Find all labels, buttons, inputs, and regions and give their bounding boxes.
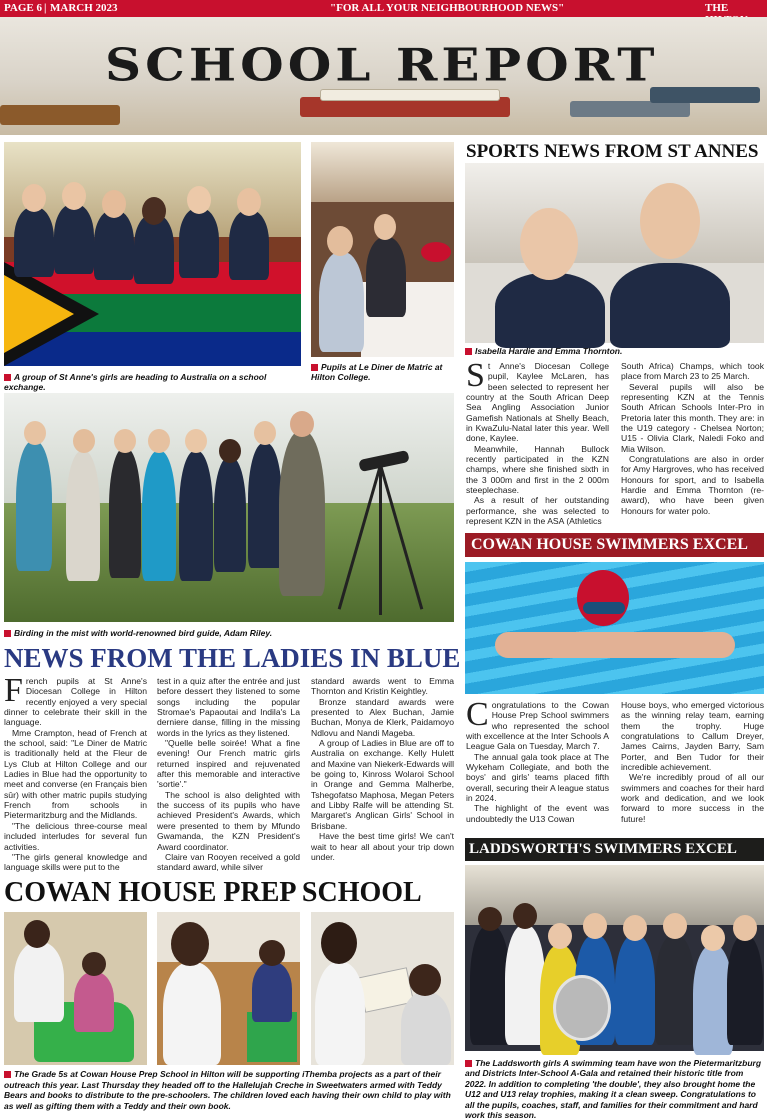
header-divider: | (44, 2, 47, 14)
book-stack-left (0, 105, 120, 125)
caption-exchange: A group of St Anne's girls are heading to Australia on a school exchange. (4, 372, 267, 392)
ladies-article-col-3: standard awards went to Emma Thornton and Kristin Keightley. Bronze standard awards were presented to Alex Buchan, Jamie Buchan, Monya de Klerk, Paidamoyo Ndlovu and Nandi Mageba. A group of Ladies in Blue are off to Australia on exchange. Kelly Hulett and Maxine van Niekerk-Edwards will be going to, Kinross Wolaroi School in Orange and Gemma Malherbe, Tshegofatso Maphosa, Megan Peters and Libby Ralfe will be attending St. Margaret's Anglican Girls' School in Brisbane. Have the best time girls! We can't wait to hear all about your trip down under. (311, 676, 454, 862)
cowan-article-col-2: House boys, who emerged victorious as the winning relay team, earning them the trophy. Huge congratulations to Callum Dreyer, James Cairns, Jayden Barry, Sam Porter, and Ben Tudor for their incredible achievement. We're incredibly proud of all our swimmers and coaches for their hard work and dedication, and we look forward to more success in the future! (621, 700, 764, 824)
photo-grade5-creche (4, 912, 147, 1065)
dropcap-f: F (4, 672, 23, 709)
photo-grade5-book (311, 912, 454, 1065)
caption-grade5: The Grade 5s at Cowan House Prep School in Hilton will be supporting iThemba projects as a part of their outreach this year. Last Thursday they headed off to the Hallelujah Creche in Sweetwaters armed with Teddy Bears and books to distribute to the pre-schoolers. The children loved each having their own child to play with as well as gifting them with a Teddy and their own book. (4, 1069, 451, 1111)
photo-diner-de-matric (311, 142, 454, 357)
photo-grade5-reading (157, 912, 300, 1065)
ladies-article-col-1: French pupils at St Anne's Diocesan College in Hilton recently enjoyed a very special dinner to celebrate their skill in the language. Mme Crampton, head of French at the school, said: "Le Diner de Matric is traditionally held at the Fleur de Lys Club at Hilton College and our Ladies in Blue had the opportunity to meet and converse (en Français bien sûr) with other matric pupils studying French from schools in Pietermaritzburg and the Midlands. "The delicious three-course meal included interludes for several fun activities. "The girls general knowledge and language skills were put to the (4, 672, 147, 873)
school-report-banner (0, 17, 767, 135)
photo-sports-girls (465, 163, 764, 343)
photo-laddsworth-team (465, 865, 764, 1051)
banner-title: SCHOOL REPORT (105, 37, 659, 92)
headline-laddsworth-swimmers: LADDSWORTH'S SWIMMERS EXCEL (465, 838, 764, 861)
headline-sports-st-annes: SPORTS NEWS FROM ST ANNES (466, 141, 759, 162)
dropcap-c: C (466, 696, 489, 733)
sports-article-col-1: St Anne's Diocesan College pupil, Kaylee McLaren, has been selected to represent her country at the South African Deep Sea Angling Association Junior Gamefish Nationals at Shelly Beach, in KwaZulu-Natal later this year. Well done, Kaylee. Meanwhile, Hannah Bullock recently participated in the KZN champs, where she finished sixth in the 3 000m and first in the 2 000m steeplechase. As a result of her outstanding performance, she was selected to represent KZN in the ASA (Athletics (466, 357, 609, 527)
headline-cowan-prep: COWAN HOUSE PREP SCHOOL (4, 877, 422, 908)
caption-laddsworth: The Laddsworth girls A swimming team have won the Pietermaritzburg and Districts Inter-School A-Gala and retained their historic title from 2022. In addition to completing 'the double', they also brought home the U12 and U13 relay trophies, making it a clean sweep. Congratulations to all the pupils, coaches, staff, and families for their commitment and hard work this season. (465, 1058, 762, 1120)
headline-cowan-swimmers: COWAN HOUSE SWIMMERS EXCEL (465, 533, 764, 557)
photo-exchange-girls (4, 142, 301, 366)
dropcap-s: S (466, 357, 485, 394)
book-stack-right (570, 101, 690, 117)
issue-date: MARCH 2023 (50, 2, 118, 14)
photo-birding (4, 393, 454, 622)
headline-ladies-in-blue: NEWS FROM THE LADIES IN BLUE (4, 643, 461, 673)
publication-name: THE (705, 2, 729, 14)
photo-cowan-swimmer (465, 562, 764, 694)
page-header-bar (0, 0, 767, 17)
page-number: PAGE 6 (4, 2, 42, 14)
caption-birding: Birding in the mist with world-renowned bird guide, Adam Riley. (4, 628, 454, 638)
cowan-article-col-1: Congratulations to the Cowan House Prep School swimmers who represented the school with excellence at the Inter Schools A League Gala on Tuesday, March 7. The annual gala took place at The Wykeham Collegiate, and both the boys' and girls' teams placed fifth overall, securing their A league status in 2024. The highlight of the event was undoubtedly the U13 Cowan (466, 696, 609, 824)
caption-sports: Isabella Hardie and Emma Thornton. (465, 346, 765, 356)
ladies-article-col-2: test in a quiz after the entrée and just before dessert they listened to some songs including the popular Stromae's Papaoutai and Indila's La derniere danse, filling in the missing words in the lyrics as they listened. "Quelle belle soirée! What a fine evening! Our French matric girls returned inspired and rejuvenated after this memorable and interactive 'sortie'." The school is also delighted with the success of its pupils who have achieved President's Awards, which were presented to them by Mfundo Gwamanda, the KZN President's Award coordinator. Claire van Rooyen received a gold standard award, while silver (157, 676, 300, 873)
sports-article-col-2: South Africa) Champs, which took place from March 23 to 25 March. Several pupils will also be representing KZN at the Tennis South African Schools Inter-Pro in Pretoria later this month. They are: in the U19 category - Chelsea Norton; U15 - Olivia Clark, Naledi Foko and Mia Wilson. Congratulations are also in order for Amy Hargroves, who has received Honours for sport, and to Isabella Hardie and Emma Thornton (re-award), who have been given Honours for water polo. (621, 361, 764, 516)
book-stack-right-top (650, 87, 760, 103)
caption-diner: Pupils at Le Diner de Matric at Hilton College. (311, 362, 443, 382)
tagline: "FOR ALL YOUR NEIGHBOURHOOD NEWS" (330, 2, 565, 14)
